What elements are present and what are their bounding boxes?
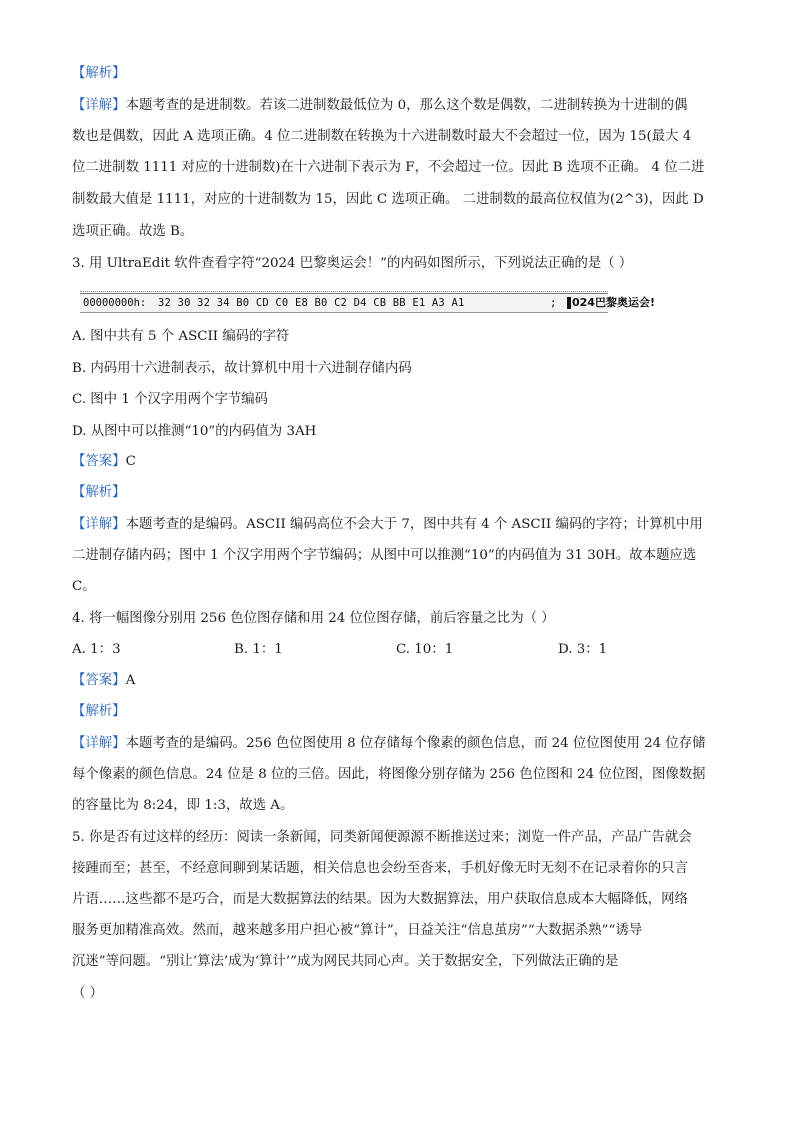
q5-stem-line-1: 5. 你是否有过这样的经历：阅读一条新闻，同类新闻便源源不断推送过来；浏览一件产品，产品广告就会	[72, 830, 692, 845]
q3-detail-line-3: C。	[72, 579, 96, 594]
q2-detail-line-3: 位二进制数 1111 对应的十进制数)在十六进制下表示为 F，不会超过一位。因此 B 选项不正确。 4 位二进	[72, 160, 705, 175]
q4-answer-value: A	[125, 673, 136, 688]
q2-detail-line-5: 选项正确。故选 B。	[72, 224, 194, 239]
q3-option-d: D. 从图中可以推测“10”的内码值为 3AH	[72, 424, 317, 439]
q2-detail-tag: 【详解】	[72, 98, 126, 113]
q3-answer-value: C	[125, 454, 136, 469]
q3-option-a: A. 图中共有 5 个 ASCII 编码的字符	[72, 329, 290, 344]
hex-ascii-view: 024巴黎奥运会!	[572, 296, 655, 309]
q4-option-c: C. 10：1	[396, 642, 454, 657]
q4-option-b: B. 1：1	[234, 642, 283, 657]
q4-option-d: D. 3：1	[558, 642, 608, 657]
q5-stem-line-5: 沉迷”等问题。“别让‘算法’成为‘算计’”成为网民共同心声。关于数据安全，下列做法正确的是	[72, 954, 619, 969]
q3-detail-tag: 【详解】	[72, 517, 126, 532]
q5-stem-line-4: 服务更加精准高效。然而，越来越多用户担心被“算计”，日益关注“信息茧房”“大数据杀熟”“诱导	[72, 923, 643, 938]
q5-stem-line-6: （ ）	[72, 986, 104, 1001]
q3-analysis-label: 【解析】	[72, 485, 126, 500]
q2-detail-line-1: 【详解】本题考查的是进制数。若该二进制数最低位为 0，那么这个数是偶数，二进制转换为十进制的偶	[72, 98, 688, 113]
q2-analysis-label: 【解析】	[72, 66, 126, 81]
q3-answer-tag: 【答案】	[72, 454, 126, 469]
q5-stem-line-2: 接踵而至；甚至，不经意间聊到某话题，相关信息也会纷至沓来，手机好像无时无刻不在记录着你的只言	[72, 861, 688, 876]
hex-address: 00000000h:	[83, 297, 147, 309]
hex-separator: ;	[550, 297, 557, 309]
text-cursor	[567, 297, 571, 309]
q3-detail-line-1: 【详解】本题考查的是编码。ASCII 编码高位不会大于 7，图中共有 4 个 ASCII 编码的字符；计算机中用	[72, 517, 703, 532]
q3-option-c: C. 图中 1 个汉字用两个字节编码	[72, 392, 269, 407]
q4-detail-line-1: 【详解】本题考查的是编码。256 色位图使用 8 位存储每个像素的颜色信息，而 24 位位图使用 24 位存储	[72, 736, 706, 751]
q4-stem: 4. 将一幅图像分别用 256 色位图存储和用 24 位位图存储，前后容量之比为（ ）	[72, 611, 555, 626]
q5-stem-line-3: 片语……这些都不是巧合，而是大数据算法的结果。因为大数据算法，用户获取信息成本大幅降低，网络	[72, 892, 688, 907]
q3-option-b: B. 内码用十六进制表示，故计算机中用十六进制存储内码	[72, 361, 412, 376]
q3-stem: 3. 用 UltraEdit 软件查看字符“2024 巴黎奥运会！”的内码如图所示，下列说法正确的是（ ）	[72, 256, 633, 271]
q4-answer	[72, 671, 135, 691]
q3-detail-line-2: 二进制存储内码；图中 1 个汉字用两个字节编码；从图中可以推测“10”的内码值为 31 30H。故本题应选	[72, 548, 697, 563]
q4-option-a: A. 1：3	[72, 642, 121, 657]
hex-bytes: 32 30 32 34 B0 CD C0 E8 B0 C2 D4 CB BB E1 A3 A1	[158, 297, 465, 309]
q3-answer	[72, 452, 136, 472]
q4-detail-tag: 【详解】	[72, 736, 126, 751]
q2-detail-line-2: 数也是偶数，因此 A 选项正确。4 位二进制数在转换为十六进制数时最大不会超过一位，因为 15(最大 4	[72, 129, 692, 144]
q4-detail-line-3: 的容量比为 8:24，即 1:3，故选 A。	[72, 798, 294, 813]
q4-detail-line-2: 每个像素的颜色信息。24 位是 8 位的三倍。因此，将图像分别存储为 256 色位图和 24 位位图，图像数据	[72, 767, 706, 782]
q2-detail-line-4: 制数最大值是 1111，对应的十进制数为 15，因此 C 选项正确。 二进制数的最高位权值为(2^3)，因此 D	[72, 192, 704, 207]
q4-analysis-label: 【解析】	[72, 704, 126, 719]
q4-answer-tag: 【答案】	[72, 673, 126, 688]
q3-hex-figure	[80, 293, 655, 313]
